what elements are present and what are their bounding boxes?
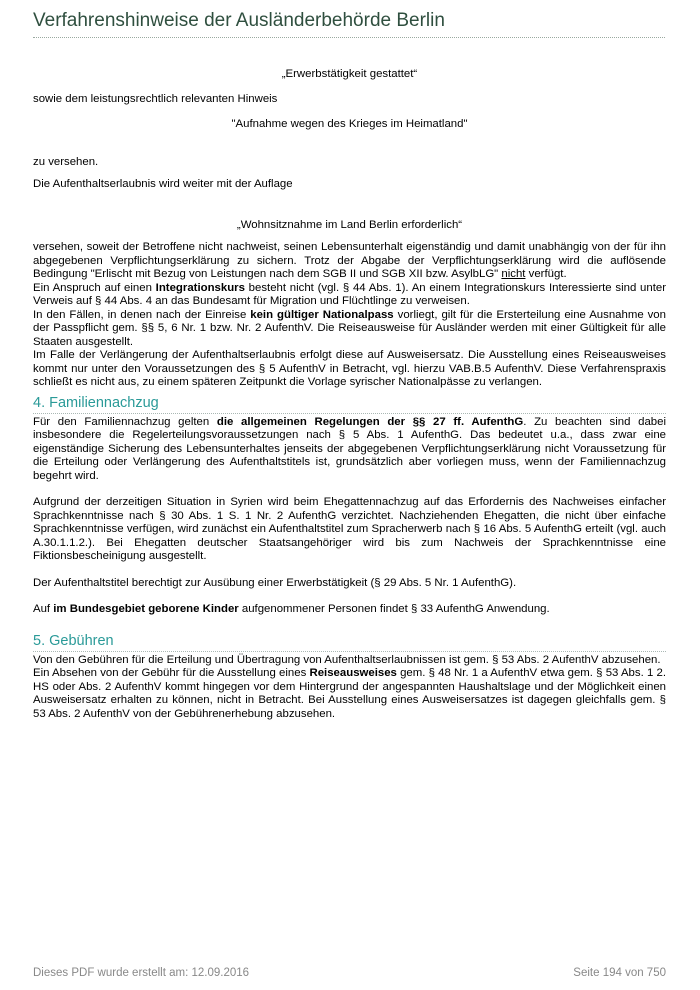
- familiennachzug-paragraph-2: Aufgrund der derzeitigen Situation in Syrien wird beim Ehegattennachzug auf das Erfordernis des Nachweises einfacher Sprachkenntnisse nach § 30 Abs. 1 S. 1 Nr. 2 AufenthG verzichtet. Nachziehenden Ehegatten, die nicht über einfache Sprachkenntnisse verfügen, wird zunächst ein Aufenthaltstitel zum Spracherwerb nach § 16 Abs. 5 AufenthG erteilt (vgl. auch A.30.1.1.2.). Bei Ehegatten deutscher Staatsangehöriger wird bis zum Nachweis der Sprachkenntnisse eine Fiktionsbescheinigung ausgestellt.: [33, 496, 666, 562]
- document-content: [33, 60, 666, 721]
- gebuehren-paragraph-1: Von den Gebühren für die Erteilung und Übertragung von Aufenthaltserlaubnissen ist gem. § 53 Abs. 2 AufenthV abzusehen.: [33, 653, 661, 666]
- paragraph-versehen: versehen, soweit der Betroffene nicht nachweist, seinen Lebensunterhalt eigenständig und damit unabhängig von der für ihn abgegebenen Verpflichtungserklärung zu sichern. Trotz der Abgabe der Verpflichtungserklärung wird die auflösende Bedingung "Erlischt mit Bezug von Leistungen nach dem SGB II und SGB XII bzw. AsylbLG" nicht verfügt.: [33, 241, 666, 280]
- quote-wohnsitznahme: „Wohnsitznahme im Land Berlin erforderlich“: [236, 218, 463, 231]
- paragraph-nationalpass: In den Fällen, in denen nach der Einreise kein gültiger Nationalpass vorliegt, gilt für die Ersterteilung eine Ausnahme von der Passpflicht gem. §§ 5, 6 Nr. 1 bzw. Nr. 2 AufenthV. Die Reiseausweise für Ausländer werden mit einer Gültigkeit für alle Staaten ausgestellt.: [33, 308, 666, 348]
- familiennachzug-paragraph-3: Der Aufenthaltstitel berechtigt zur Ausübung einer Erwerbstätigkeit (§ 29 Abs. 5 Nr. 1 AufenthG).: [33, 576, 517, 589]
- section-familiennachzug: [33, 395, 666, 617]
- quote-krieg: "Aufnahme wegen des Krieges im Heimatland": [231, 118, 468, 130]
- familiennachzug-paragraph-1: Für den Familiennachzug gelten die allgemeinen Regelungen der §§ 27 ff. AufenthG. Zu beachten sind dabei insbesondere die Regelerteilungsvoraussetzungen nach § 5 Abs. 1 AufenthG. Das bedeutet u.a., dass zwar eine eigenständige Sicherung des Lebensunterhaltes jenseits der abgegebenen Verpflichtungserklärung nicht Voraussetzung für die Erteilung oder Verlängerung des Aufenthaltstitels ist, grundsätzlich aber vorliegen muss, wenn der Familiennachzug begehrt wird.: [33, 415, 666, 482]
- section-heading-gebuehren: 5. Gebühren: [33, 633, 666, 652]
- familiennachzug-paragraph-4: Auf im Bundesgebiet geborene Kinder aufgenommener Personen findet § 33 AufenthG Anwendung.: [33, 603, 550, 615]
- paragraph-verlaengerung: Im Falle der Verlängerung der Aufenthaltserlaubnis erfolgt diese auf Ausweisersatz. Die Ausstellung eines Reiseausweises kommt nur unter den Voraussetzungen des § 5 AufenthV in Betracht, vgl. hierzu VAB.B.5 AufenthV. Diese Verfahrenspraxis schließt es nicht aus, zu einem späteren Zeitpunkt die Vorlage syrischer Nationalpässe zu verlangen.: [33, 349, 666, 388]
- section-gebuehren: [33, 633, 666, 722]
- footer-created-date: Dieses PDF wurde erstellt am: 12.09.2016: [33, 967, 250, 979]
- auflage-intro: Die Aufenthaltserlaubnis wird weiter mit der Auflage: [33, 178, 293, 190]
- paragraph-integrationskurs: Ein Anspruch auf einen Integrationskurs besteht nicht (vgl. § 44 Abs. 1). An einem Integrationskurs Interessierte sind unter Verweis auf § 44 Abs. 4 an das Bundesamt für Migration und Flüchtlinge zu verweisen.: [33, 281, 666, 307]
- gebuehren-paragraph-2: Ein Absehen von der Gebühr für die Ausstellung eines Reiseausweises gem. § 48 Nr. 1 a AufenthV etwa gem. § 53 Abs. 1 2. HS oder Abs. 2 AufenthV kommt hingegen vor dem Hintergrund der angespannten Haushaltslage und der Möglichkeit einen Ausweisersatz erhalten zu können, nicht in Betracht. Bei Ausstellung eines Ausweisersatzes ist dagegen gleichfalls gem. § 53 Abs. 2 AufenthV von der Gebührenerhebung abzusehen.: [33, 667, 666, 720]
- zu-versehen: zu versehen.: [33, 155, 99, 168]
- hinweis-intro: sowie dem leistungsrechtlich relevanten Hinweis: [33, 92, 278, 105]
- section-heading-familiennachzug: 4. Familiennachzug: [33, 395, 666, 414]
- document-title: Verfahrenshinweise der Ausländerbehörde Berlin: [33, 10, 665, 38]
- quote-erwerbstaetigkeit: „Erwerbstätigkeit gestattet“: [281, 68, 418, 80]
- footer-page-number: Seite 194 von 750: [573, 967, 666, 979]
